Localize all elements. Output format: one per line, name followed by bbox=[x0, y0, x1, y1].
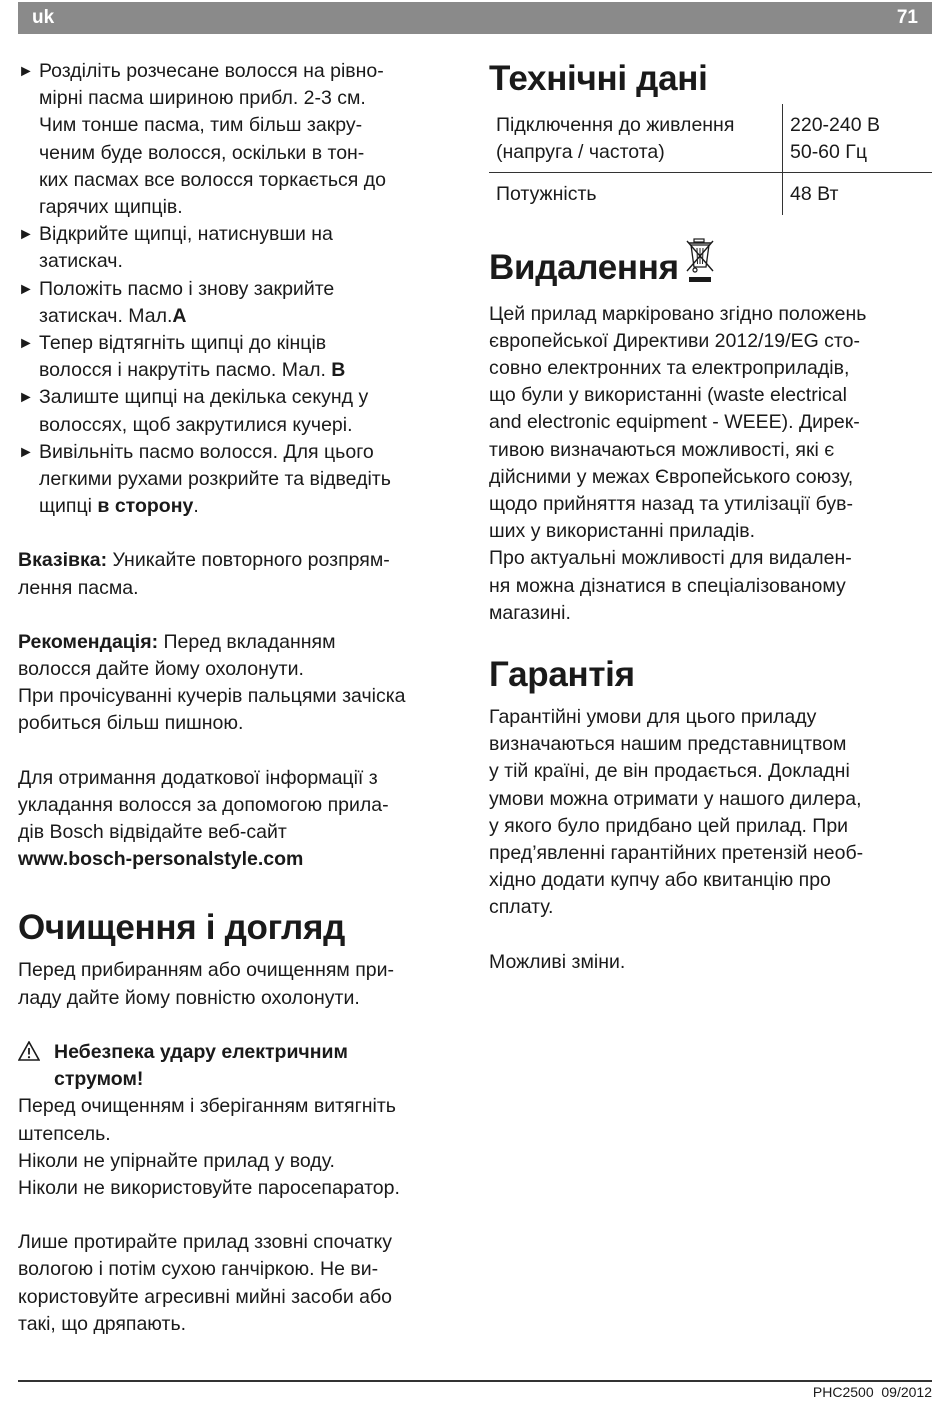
figure-ref-a: A bbox=[172, 304, 187, 327]
info-paragraph: Для отримання додаткової інформації з укладання волосся за допомогою прила- дів Bosch відвідайте веб-сайт www.bosch-personalstyle.com bbox=[18, 766, 389, 871]
instruction-step-3: ► Положіть пасмо і знову закрийте затискач. Мал.A bbox=[18, 277, 335, 327]
recommendation-paragraph: Рекомендація: Перед вкладанням волосся дайте йому охолонути. При прочісуванні кучерів пальцями зачіска робиться більш пишною. bbox=[18, 630, 406, 735]
spec-row: Потужність 48 Вт bbox=[489, 173, 932, 215]
instruction-step-4: ► Тепер відтягніть щипці до кінців волосся і накрутіть пасмо. Мал. B bbox=[18, 332, 346, 382]
tech-data-heading: Технічні дані bbox=[489, 59, 708, 98]
footer-divider bbox=[18, 1380, 932, 1382]
left-column bbox=[18, 58, 463, 1338]
model-number: PHC2500 bbox=[812, 1384, 874, 1400]
triangle-right-icon: ► bbox=[18, 63, 34, 80]
wipe-paragraph: Лише протирайте прилад ззовні спочатку вологою і потім сухою ганчіркою. Не ви- користовуйте агресивні мийні засоби або такі, що дряпають. bbox=[18, 1231, 393, 1335]
triangle-right-icon: ► bbox=[18, 335, 34, 353]
print-date: 09/2012 bbox=[881, 1384, 932, 1400]
cleaning-heading: Очищення і догляд bbox=[18, 908, 346, 948]
cleaning-intro: Перед прибиранням або очищенням при- ладу дайте йому повністю охолонути. bbox=[18, 959, 395, 1009]
note-paragraph: Вказівка: Уникайте повторного розпрям- лення пасма. bbox=[18, 549, 390, 599]
right-column bbox=[489, 58, 927, 976]
disposal-heading: Видалення bbox=[489, 237, 927, 295]
warranty-heading: Гарантія bbox=[489, 655, 635, 695]
crossed-bin-icon bbox=[685, 237, 715, 295]
page-number: 71 bbox=[896, 7, 918, 28]
website-link[interactable]: www.bosch-personalstyle.com bbox=[18, 848, 304, 871]
instruction-step-5: ► Залиште щипці на декілька секунд у волоссях, щоб закрутилися кучері. bbox=[18, 386, 369, 436]
instruction-step-1: ► Розділіть розчесане волосся на рівно- мірні пасма шириною прибл. 2-3 см. Чим тонше пасма, тим більш закру- ченим буде волосся, оскільки в тон- ких пасмах все волосся торкається до гарячих щипців. bbox=[18, 60, 386, 219]
page-header bbox=[18, 2, 932, 34]
changes-note: Можливі зміни. bbox=[489, 950, 626, 973]
warning-text: Перед очищенням і зберіганням витягніть штепсель. Ніколи не упірнайте прилад у воду. Ніколи не використовуйте паросепаратор. bbox=[18, 1095, 400, 1199]
spec-table bbox=[489, 104, 932, 215]
triangle-right-icon: ► bbox=[18, 226, 34, 244]
warning-triangle-icon bbox=[18, 1041, 40, 1069]
triangle-right-icon: ► bbox=[18, 443, 34, 461]
warning-heading: Небезпека удару електричним струмом! bbox=[18, 1039, 463, 1093]
triangle-right-icon: ► bbox=[18, 389, 34, 407]
triangle-right-icon: ► bbox=[18, 280, 34, 298]
page-footer bbox=[813, 1384, 932, 1400]
figure-ref-b: B bbox=[331, 359, 346, 382]
instruction-step-2: ► Відкрийте щипці, натиснувши на затискач. bbox=[18, 223, 333, 273]
language-code: uk bbox=[32, 7, 55, 28]
instruction-step-6: ► Вивільніть пасмо волосся. Для цього легкими рухами розкрийте та відведіть щипці в сторону. bbox=[18, 440, 391, 518]
disposal-text: Цей прилад маркіровано згідно положень європейської Директиви 2012/19/EG сто- совно електронних та електроприладів, що були у використанні (waste electrical and electronic equipment - WEEE). Дирек- тивою визначаються можливості, які є дійсними у межах Європейського союзу, щодо прийняття назад та утилізації був- ших у використанні приладів. Про актуальні можливості для видален- ня можна дізнатися в спеціалізованому магазині. bbox=[489, 302, 867, 624]
warranty-text: Гарантійні умови для цього приладу визначаються нашим представництвом у тій країні, де він продається. Докладні умови можна отримати у нашого дилера, у якого було придбано цей прилад. При пред’явленні гарантійних претензій необ- хідно додати купчу або квитанцію про сплату. bbox=[489, 706, 864, 919]
spec-row: Підключення до живлення (напруга / частота) 220-240 В 50-60 Гц bbox=[489, 104, 932, 173]
